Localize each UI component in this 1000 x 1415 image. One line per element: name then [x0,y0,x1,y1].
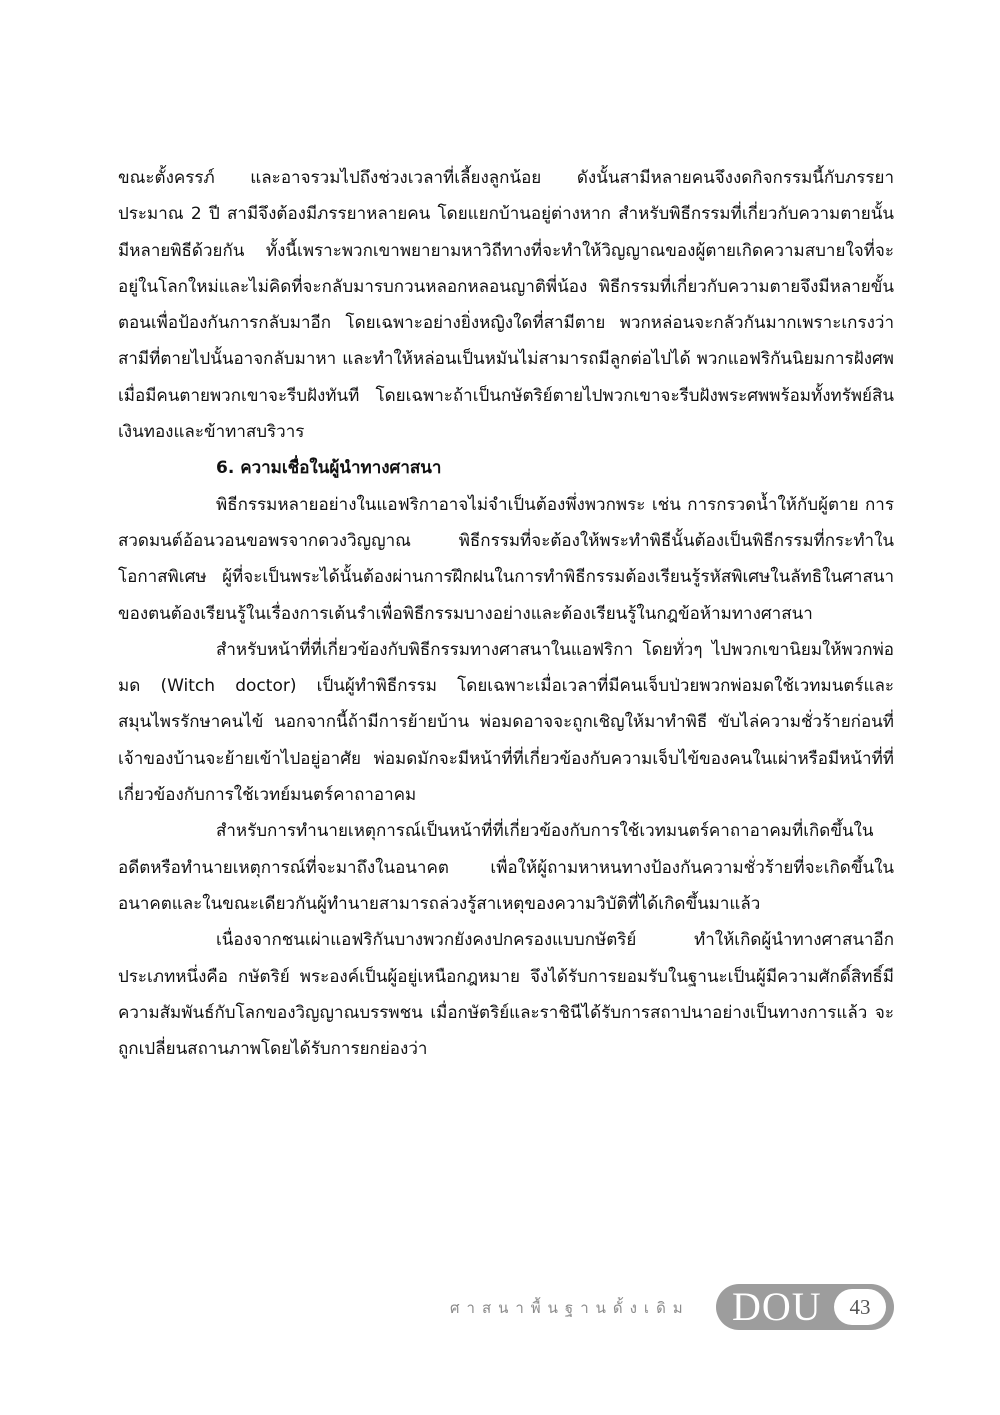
page-body [118,160,894,1067]
paragraph-divination: สำหรับการทำนายเหตุการณ์เป็นหน้าที่ที่เกี่ยวข้องกับการใช้เวทมนตร์คาถาอาคมที่เกิดขึ้นในอดีตหรือทำนายเหตุการณ์ที่จะมาถึงในอนาคต เพื่อให้ผู้ถามหาหนทางป้องกันความชั่วร้ายที่จะเกิดขึ้นในอนาคตและในขณะเดียวกันผู้ทำนายสามารถล่วงรู้สาเหตุของความวิบัติที่ได้เกิดขึ้นมาแล้ว [118,821,894,914]
paragraph-continuation: ขณะตั้งครรภ์ และอาจรวมไปถึงช่วงเวลาที่เลี้ยงลูกน้อย ดังนั้นสามีหลายคนจึงงดกิจกรรมนี้กับภรรยาประมาณ 2 ปี สามีจึงต้องมีภรรยาหลายคน โดยแยกบ้านอยู่ต่างหาก สำหรับพิธีกรรมที่เกี่ยวกับความตายนั้นมีหลายพิธีด้วยกัน ทั้งนี้เพราะพวกเขาพยายามหาวิถีทางที่จะทำให้วิญญาณของผู้ตายเกิดความสบายใจที่จะอยู่ในโลกใหม่และไม่คิดที่จะกลับมารบกวนหลอกหลอนญาติพี่น้อง พิธีกรรมที่เกี่ยวกับความตายจึงมีหลายขั้นตอนเพื่อป้องกันการกลับมาอีก โดยเฉพาะอย่างยิ่งหญิงใดที่สามีตาย พวกหล่อนจะกลัวกันมากเพราะเกรงว่าสามีที่ตายไปนั้นอาจกลับมาหา และทำให้หล่อนเป็นหมันไม่สามารถมีลูกต่อไปได้ พวกแอฟริกันนิยมการฝังศพเมื่อมีคนตายพวกเขาจะรีบฝังทันที โดยเฉพาะถ้าเป็นกษัตริย์ตายไปพวกเขาจะรีบฝังพระศพพร้อมทั้งทรัพย์สินเงินทองและข้าทาสบริวาร [118,168,894,443]
paragraph-kingship: เนื่องจากชนเผ่าแอฟริกันบางพวกยังคงปกครองแบบกษัตริย์ ทำให้เกิดผู้นำทางศาสนาอีกประเภทหนึ่งคือ กษัตริย์ พระองค์เป็นผู้อยู่เหนือกฎหมาย จึงได้รับการยอมรับในฐานะเป็นผู้มีความศักดิ์สิทธิ์มีความสัมพันธ์กับโลกของวิญญาณบรรพชน เมื่อกษัตริย์และราชินีได้รับการสถาปนาอย่างเป็นทางการแล้ว จะถูกเปลี่ยนสถานภาพโดยได้รับการยกย่องว่า [118,930,894,1060]
dou-badge [716,1284,894,1330]
section-heading: 6. ความเชื่อในผู้นำทางศาสนา [216,458,442,479]
page-footer [450,1282,900,1338]
paragraph-rituals: พิธีกรรมหลายอย่างในแอฟริกาอาจไม่จำเป็นต้องพึ่งพวกพระ เช่น การกรวดน้ำให้กับผู้ตาย การสวดมนต์อ้อนวอนขอพรจากดวงวิญญาณ พิธีกรรมที่จะต้องให้พระทำพิธีนั้นต้องเป็นพิธีกรรมที่กระทำในโอกาสพิเศษ ผู้ที่จะเป็นพระได้นั้นต้องผ่านการฝึกฝนในการทำพิธีกรรมต้องเรียนรู้รหัสพิเศษในลัทธิในศาสนาของตนต้องเรียนรู้ในเรื่องการเต้นรำเพื่อพิธีกรรมบางอย่างและต้องเรียนรู้ในกฎข้อห้ามทางศาสนา [118,494,894,624]
paragraph-witch-doctor: สำหรับหน้าที่ที่เกี่ยวข้องกับพิธีกรรมทางศาสนาในแอฟริกา โดยทั่วๆ ไปพวกเขานิยมให้พวกพ่อมด (Witch doctor) เป็นผู้ทำพิธีกรรม โดยเฉพาะเมื่อเวลาที่มีคนเจ็บป่วยพวกพ่อมดใช้เวทมนตร์และสมุนไพรรักษาคนไข้ นอกจากนี้ถ้ามีการย้ายบ้าน พ่อมดอาจจะถูกเชิญให้มาทำพิธี ขับไล่ความชั่วร้ายก่อนที่เจ้าของบ้านจะย้ายเข้าไปอยู่อาศัย พ่อมดมักจะมีหน้าที่ที่เกี่ยวข้องกับความเจ็บไข้ของคนในเผ่าหรือมีหน้าที่ที่เกี่ยวข้องกับการใช้เวทย์มนตร์คาถาอาคม [118,639,894,806]
page-number: 43 [834,1289,886,1325]
footer-book-title: ศาสนาพื้นฐานดั้งเดิม [450,1299,690,1317]
dou-logo-text: DOU [732,1284,822,1329]
